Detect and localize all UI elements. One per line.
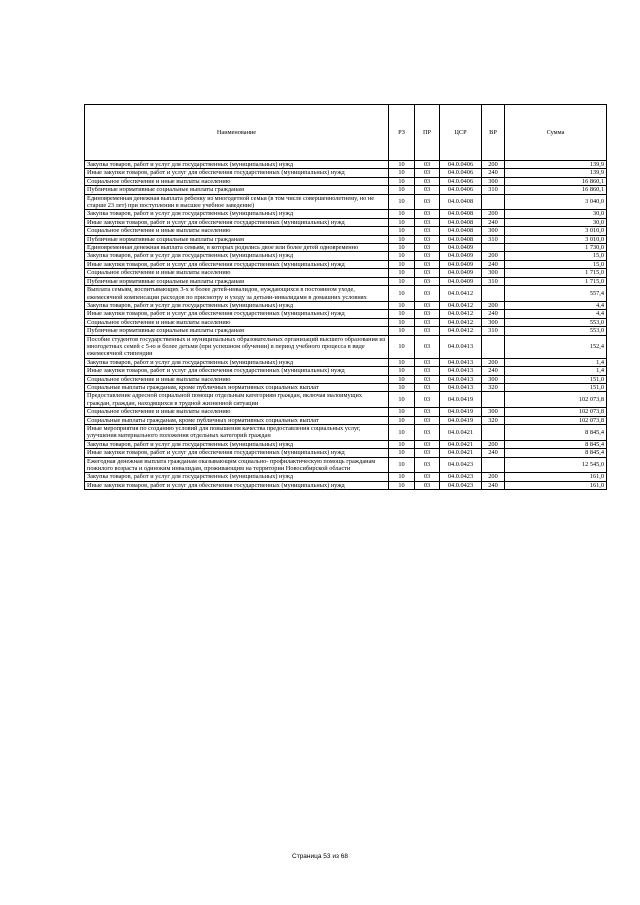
cell-csr: 04.0.0413 — [440, 367, 482, 375]
cell-rz: 10 — [389, 277, 415, 285]
cell-rz: 10 — [389, 383, 415, 391]
cell-csr: 04.0.0423 — [440, 457, 482, 473]
cell-pr: 03 — [415, 392, 440, 408]
cell-rz: 10 — [389, 392, 415, 408]
cell-rz: 10 — [389, 449, 415, 457]
cell-name: Выплата семьям, воспитывающих 3-х и более детей-инвалидов, нуждающихся в постоянном уходе, ежемесячной компенсации расходов по присмотру и уходу за детьми-инвалидами в домашних условиях — [85, 286, 389, 302]
cell-pr: 03 — [415, 260, 440, 268]
cell-name: Публичные нормативные социальные выплаты гражданам — [85, 186, 389, 194]
table-row — [85, 457, 607, 473]
cell-pr: 03 — [415, 416, 440, 424]
table-row — [85, 473, 607, 481]
cell-pr: 03 — [415, 375, 440, 383]
cell-pr: 03 — [415, 269, 440, 277]
cell-sum: 8 845,4 — [505, 425, 607, 441]
cell-csr: 04.0.0408 — [440, 227, 482, 235]
cell-pr: 03 — [415, 335, 440, 358]
cell-rz: 10 — [389, 318, 415, 326]
cell-csr: 04.0.0408 — [440, 235, 482, 243]
table-row — [85, 358, 607, 366]
cell-rz: 10 — [389, 252, 415, 260]
cell-vr: 300 — [482, 269, 505, 277]
cell-csr: 04.0.0412 — [440, 310, 482, 318]
cell-rz: 10 — [389, 473, 415, 481]
cell-vr — [482, 194, 505, 210]
cell-name: Иные закупки товаров, работ и услуг для обеспечения государственных (муниципальных) нужд — [85, 481, 389, 489]
cell-sum: 102 073,8 — [505, 408, 607, 416]
cell-name: Единовременная денежная выплата ребенку из многодетной семьи (в том числе совершеннолетнему, но не старше 23 лет) при поступлении в высшее учебное заведение) — [85, 194, 389, 210]
cell-sum: 553,0 — [505, 318, 607, 326]
cell-rz: 10 — [389, 286, 415, 302]
table-row — [85, 440, 607, 448]
cell-sum: 4,4 — [505, 310, 607, 318]
cell-name: Иные закупки товаров, работ и услуг для обеспечения государственных (муниципальных) нужд — [85, 449, 389, 457]
cell-rz: 10 — [389, 161, 415, 169]
cell-vr: 300 — [482, 408, 505, 416]
table-row — [85, 269, 607, 277]
cell-csr: 04.0.0406 — [440, 177, 482, 185]
table-row — [85, 227, 607, 235]
cell-rz: 10 — [389, 408, 415, 416]
cell-rz: 10 — [389, 218, 415, 226]
cell-pr: 03 — [415, 425, 440, 441]
cell-name: Закупка товаров, работ и услуг для государственных (муниципальных) нужд — [85, 210, 389, 218]
cell-vr: 240 — [482, 310, 505, 318]
cell-rz: 10 — [389, 416, 415, 424]
cell-vr: 310 — [482, 277, 505, 285]
header-csr: ЦСР — [440, 105, 482, 161]
cell-vr: 240 — [482, 169, 505, 177]
cell-sum: 8 845,4 — [505, 449, 607, 457]
table-row — [85, 375, 607, 383]
page-number: Страница 53 из 68 — [292, 853, 348, 860]
cell-rz: 10 — [389, 358, 415, 366]
cell-vr: 300 — [482, 227, 505, 235]
cell-rz: 10 — [389, 327, 415, 335]
cell-csr: 04.0.0409 — [440, 244, 482, 252]
cell-vr — [482, 457, 505, 473]
cell-sum: 151,0 — [505, 383, 607, 391]
cell-sum: 3 010,0 — [505, 235, 607, 243]
table-header-row — [85, 105, 607, 161]
cell-name: Социальное обеспечение и иные выплаты населению — [85, 318, 389, 326]
cell-rz: 10 — [389, 375, 415, 383]
cell-vr: 240 — [482, 218, 505, 226]
cell-pr: 03 — [415, 327, 440, 335]
cell-vr: 320 — [482, 383, 505, 391]
cell-csr: 04.0.0409 — [440, 260, 482, 268]
cell-sum: 8 845,4 — [505, 440, 607, 448]
cell-rz: 10 — [389, 301, 415, 309]
cell-vr: 200 — [482, 473, 505, 481]
cell-name: Иные закупки товаров, работ и услуг для обеспечения государственных (муниципальных) нужд — [85, 169, 389, 177]
cell-pr: 03 — [415, 310, 440, 318]
table-row — [85, 177, 607, 185]
cell-name: Социальное обеспечение и иные выплаты населению — [85, 408, 389, 416]
cell-pr: 03 — [415, 210, 440, 218]
cell-pr: 03 — [415, 408, 440, 416]
cell-name: Предоставление адресной социальной помощи отдельным категориям граждан, включая малоимущих граждан, граждан, находящихся в трудной жизненной ситуации — [85, 392, 389, 408]
cell-name: Публичные нормативные социальные выплаты гражданам — [85, 327, 389, 335]
table-row — [85, 235, 607, 243]
cell-name: Социальное обеспечение и иные выплаты населению — [85, 375, 389, 383]
table-row — [85, 318, 607, 326]
cell-csr: 04.0.0412 — [440, 301, 482, 309]
cell-pr: 03 — [415, 161, 440, 169]
header-rz: РЗ — [389, 105, 415, 161]
cell-vr: 240 — [482, 449, 505, 457]
cell-name: Публичные нормативные социальные выплаты гражданам — [85, 277, 389, 285]
cell-sum: 15,0 — [505, 260, 607, 268]
table-row — [85, 277, 607, 285]
cell-csr: 04.0.0412 — [440, 286, 482, 302]
table-row — [85, 416, 607, 424]
table-row — [85, 194, 607, 210]
cell-pr: 03 — [415, 277, 440, 285]
table-row — [85, 383, 607, 391]
table-row — [85, 425, 607, 441]
table-row — [85, 260, 607, 268]
cell-vr — [482, 392, 505, 408]
table-row — [85, 301, 607, 309]
table-row — [85, 327, 607, 335]
cell-pr: 03 — [415, 286, 440, 302]
table-row — [85, 252, 607, 260]
cell-sum: 1,4 — [505, 367, 607, 375]
cell-csr: 04.0.0406 — [440, 169, 482, 177]
cell-sum: 102 073,8 — [505, 392, 607, 408]
cell-csr: 04.0.0412 — [440, 327, 482, 335]
cell-name: Ежегодная денежная выплата гражданам оказывающим социально- профилактическую помощь гражданам пожилого возраста и одиноким инвалидам, проживающим на территории Новосибирской области — [85, 457, 389, 473]
cell-csr: 04.0.0408 — [440, 210, 482, 218]
cell-rz: 10 — [389, 481, 415, 489]
cell-name: Социальное обеспечение и иные выплаты населению — [85, 227, 389, 235]
cell-pr: 03 — [415, 186, 440, 194]
cell-csr: 04.0.0409 — [440, 269, 482, 277]
cell-sum: 1,4 — [505, 358, 607, 366]
cell-rz: 10 — [389, 335, 415, 358]
cell-rz: 10 — [389, 440, 415, 448]
cell-sum: 1 730,0 — [505, 244, 607, 252]
cell-csr: 04.0.0406 — [440, 186, 482, 194]
cell-name: Закупка товаров, работ и услуг для государственных (муниципальных) нужд — [85, 358, 389, 366]
cell-vr: 200 — [482, 161, 505, 169]
table-row — [85, 310, 607, 318]
cell-vr: 200 — [482, 301, 505, 309]
cell-name: Закупка товаров, работ и услуг для государственных (муниципальных) нужд — [85, 440, 389, 448]
cell-vr: 300 — [482, 177, 505, 185]
cell-rz: 10 — [389, 235, 415, 243]
cell-pr: 03 — [415, 358, 440, 366]
header-vr: ВР — [482, 105, 505, 161]
cell-name: Иные закупки товаров, работ и услуг для обеспечения государственных (муниципальных) нужд — [85, 218, 389, 226]
cell-csr: 04.0.0419 — [440, 416, 482, 424]
cell-sum: 161,0 — [505, 481, 607, 489]
cell-csr: 04.0.0409 — [440, 252, 482, 260]
cell-pr: 03 — [415, 481, 440, 489]
cell-name: Социальное обеспечение и иные выплаты населению — [85, 177, 389, 185]
cell-csr: 04.0.0423 — [440, 481, 482, 489]
cell-name: Единовременная денежная выплата семьям, в которых родились двое или более детей одновременно — [85, 244, 389, 252]
cell-rz: 10 — [389, 310, 415, 318]
table-row — [85, 481, 607, 489]
cell-name: Закупка товаров, работ и услуг для государственных (муниципальных) нужд — [85, 161, 389, 169]
cell-csr: 04.0.0408 — [440, 218, 482, 226]
cell-sum: 139,9 — [505, 161, 607, 169]
table-row — [85, 244, 607, 252]
cell-csr: 04.0.0421 — [440, 440, 482, 448]
cell-csr: 04.0.0413 — [440, 383, 482, 391]
cell-sum: 557,4 — [505, 286, 607, 302]
cell-pr: 03 — [415, 235, 440, 243]
cell-vr: 300 — [482, 375, 505, 383]
cell-pr: 03 — [415, 169, 440, 177]
cell-pr: 03 — [415, 177, 440, 185]
cell-name: Социальное обеспечение и иные выплаты населению — [85, 269, 389, 277]
table-row — [85, 161, 607, 169]
cell-rz: 10 — [389, 186, 415, 194]
table-row — [85, 335, 607, 358]
table-row — [85, 210, 607, 218]
cell-rz: 10 — [389, 177, 415, 185]
cell-pr: 03 — [415, 244, 440, 252]
cell-vr: 240 — [482, 367, 505, 375]
cell-sum: 12 545,0 — [505, 457, 607, 473]
cell-vr: 200 — [482, 358, 505, 366]
cell-pr: 03 — [415, 252, 440, 260]
cell-vr: 240 — [482, 260, 505, 268]
cell-csr: 04.0.0423 — [440, 473, 482, 481]
table-row — [85, 449, 607, 457]
cell-rz: 10 — [389, 169, 415, 177]
cell-vr: 200 — [482, 210, 505, 218]
table-row — [85, 186, 607, 194]
cell-vr: 200 — [482, 252, 505, 260]
header-name: Наименование — [85, 105, 389, 161]
cell-rz: 10 — [389, 367, 415, 375]
cell-name: Иные закупки товаров, работ и услуг для обеспечения государственных (муниципальных) нужд — [85, 260, 389, 268]
cell-pr: 03 — [415, 301, 440, 309]
cell-pr: 03 — [415, 218, 440, 226]
header-sum: Сумма — [505, 105, 607, 161]
cell-csr: 04.0.0408 — [440, 194, 482, 210]
cell-rz: 10 — [389, 260, 415, 268]
cell-sum: 16 860,1 — [505, 177, 607, 185]
cell-csr: 04.0.0419 — [440, 392, 482, 408]
cell-vr — [482, 425, 505, 441]
cell-vr: 320 — [482, 416, 505, 424]
cell-name: Иные закупки товаров, работ и услуг для обеспечения государственных (муниципальных) нужд — [85, 310, 389, 318]
cell-vr: 240 — [482, 481, 505, 489]
cell-vr — [482, 244, 505, 252]
table-row — [85, 408, 607, 416]
cell-name: Иные мероприятия по созданию условий для повышения качества предоставления социальных услуг, улучшения материального положения отдельных категорий граждан — [85, 425, 389, 441]
cell-csr: 04.0.0421 — [440, 425, 482, 441]
cell-vr: 310 — [482, 327, 505, 335]
cell-sum: 152,4 — [505, 335, 607, 358]
cell-name: Пособие студентов государственных и муниципальных образовательных организаций высшего образования из многодетных семей с 5-ю и более детьми (при успешном обучении) в период учебного процесса в виде ежемесячной стипендии — [85, 335, 389, 358]
cell-sum: 30,0 — [505, 210, 607, 218]
cell-pr: 03 — [415, 194, 440, 210]
cell-csr: 04.0.0413 — [440, 358, 482, 366]
cell-vr: 310 — [482, 235, 505, 243]
cell-vr: 200 — [482, 440, 505, 448]
budget-table — [84, 104, 607, 490]
cell-sum: 3 010,0 — [505, 227, 607, 235]
cell-sum: 161,0 — [505, 473, 607, 481]
cell-rz: 10 — [389, 227, 415, 235]
cell-pr: 03 — [415, 383, 440, 391]
cell-pr: 03 — [415, 318, 440, 326]
cell-rz: 10 — [389, 269, 415, 277]
cell-pr: 03 — [415, 449, 440, 457]
cell-sum: 1 715,0 — [505, 277, 607, 285]
cell-name: Закупка товаров, работ и услуг для государственных (муниципальных) нужд — [85, 473, 389, 481]
cell-sum: 102 073,8 — [505, 416, 607, 424]
header-pr: ПР — [415, 105, 440, 161]
cell-rz: 10 — [389, 194, 415, 210]
table-row — [85, 169, 607, 177]
cell-sum: 15,0 — [505, 252, 607, 260]
cell-csr: 04.0.0419 — [440, 408, 482, 416]
cell-pr: 03 — [415, 367, 440, 375]
cell-pr: 03 — [415, 440, 440, 448]
table-row — [85, 218, 607, 226]
cell-pr: 03 — [415, 473, 440, 481]
cell-csr: 04.0.0413 — [440, 335, 482, 358]
cell-csr: 04.0.0409 — [440, 277, 482, 285]
cell-name: Социальные выплаты гражданам, кроме публичных нормативных социальных выплат — [85, 416, 389, 424]
table-row — [85, 367, 607, 375]
table-body — [85, 161, 607, 490]
cell-sum: 553,0 — [505, 327, 607, 335]
cell-vr — [482, 335, 505, 358]
cell-csr: 04.0.0413 — [440, 375, 482, 383]
cell-rz: 10 — [389, 244, 415, 252]
cell-sum: 16 860,1 — [505, 186, 607, 194]
cell-vr — [482, 286, 505, 302]
cell-name: Публичные нормативные социальные выплаты гражданам — [85, 235, 389, 243]
cell-rz: 10 — [389, 210, 415, 218]
table-row — [85, 392, 607, 408]
cell-name: Социальные выплаты гражданам, кроме публичных нормативных социальных выплат — [85, 383, 389, 391]
cell-sum: 30,0 — [505, 218, 607, 226]
cell-name: Закупка товаров, работ и услуг для государственных (муниципальных) нужд — [85, 301, 389, 309]
cell-pr: 03 — [415, 457, 440, 473]
cell-rz: 10 — [389, 457, 415, 473]
cell-vr: 310 — [482, 186, 505, 194]
cell-name: Закупка товаров, работ и услуг для государственных (муниципальных) нужд — [85, 252, 389, 260]
cell-sum: 4,4 — [505, 301, 607, 309]
cell-sum: 1 715,0 — [505, 269, 607, 277]
table-row — [85, 286, 607, 302]
cell-csr: 04.0.0406 — [440, 161, 482, 169]
cell-name: Иные закупки товаров, работ и услуг для обеспечения государственных (муниципальных) нужд — [85, 367, 389, 375]
cell-vr: 300 — [482, 318, 505, 326]
cell-rz: 10 — [389, 425, 415, 441]
cell-csr: 04.0.0421 — [440, 449, 482, 457]
cell-sum: 3 040,0 — [505, 194, 607, 210]
cell-pr: 03 — [415, 227, 440, 235]
cell-csr: 04.0.0412 — [440, 318, 482, 326]
cell-sum: 151,0 — [505, 375, 607, 383]
cell-sum: 139,9 — [505, 169, 607, 177]
